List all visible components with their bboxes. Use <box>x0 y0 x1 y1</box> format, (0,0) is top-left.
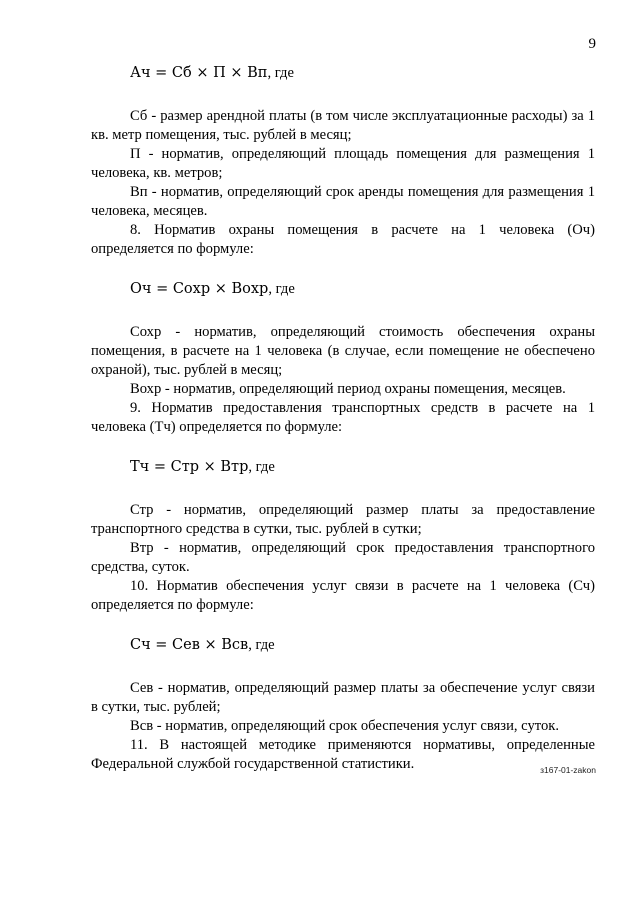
formula-suffix: , где <box>267 65 294 81</box>
formula-sch-expression: Сч = Сев × Всв <box>130 637 249 653</box>
paragraph-vsv: Всв - норматив, определяющий срок обеспечения услуг связи, суток. <box>130 718 559 734</box>
paragraph-item-10: 10. Норматив обеспечения услуг связи в расчете на 1 человека (Сч) определяется по формуле: <box>91 578 595 613</box>
page-number: 9 <box>588 36 596 52</box>
paragraph-vtr: Втр - норматив, определяющий срок предоставления транспортного средства, суток. <box>91 540 595 575</box>
paragraph-item-8: 8. Норматив охраны помещения в расчете на 1 человека (Оч) определяется по формуле: <box>91 222 595 257</box>
paragraph-vohr: Вохр - норматив, определяющий период охраны помещения, месяцев. <box>130 381 566 397</box>
paragraph-vp: Вп - норматив, определяющий срок аренды помещения для размещения 1 человека, месяцев. <box>91 184 595 219</box>
paragraph-p: П - норматив, определяющий площадь помещения для размещения 1 человека, кв. метров; <box>91 146 595 181</box>
paragraph-str: Стр - норматив, определяющий размер платы за предоставление транспортного средства в сутки, тыс. рублей в сутки; <box>91 502 595 537</box>
formula-tch <box>130 458 595 477</box>
paragraph-item-11: 11. В настоящей методике применяются нормативы, определенные Федеральной службой государственной статистики. <box>91 737 595 772</box>
paragraph-sb: Сб - размер арендной платы (в том числе эксплуатационные расходы) за 1 кв. метр помещения, тыс. рублей в месяц; <box>91 108 595 143</box>
formula-ach <box>130 64 595 83</box>
formula-suffix: , где <box>268 281 295 297</box>
formula-suffix: , где <box>248 637 275 653</box>
formula-suffix: , где <box>248 459 275 475</box>
formula-sch <box>130 636 595 655</box>
formula-och <box>130 280 595 299</box>
formula-och-expression: Оч = Сохр × Вохр <box>130 281 269 297</box>
formula-tch-expression: Тч = Стр × Втр <box>130 459 249 475</box>
formula-ach-expression: Ач = Сб × П × Вп <box>130 65 268 81</box>
document-body <box>91 64 595 774</box>
document-code-footer: з167-01-zakon <box>540 765 596 775</box>
paragraph-item-9: 9. Норматив предоставления транспортных средств в расчете на 1 человека (Тч) определяется по формуле: <box>91 400 595 435</box>
paragraph-sev: Сев - норматив, определяющий размер платы за обеспечение услуг связи в сутки, тыс. рублей; <box>91 680 595 715</box>
paragraph-sohr: Сохр - норматив, определяющий стоимость обеспечения охраны помещения, в расчете на 1 человека (в случае, если помещение не обеспечено охраной), тыс. рублей в месяц; <box>91 324 595 378</box>
